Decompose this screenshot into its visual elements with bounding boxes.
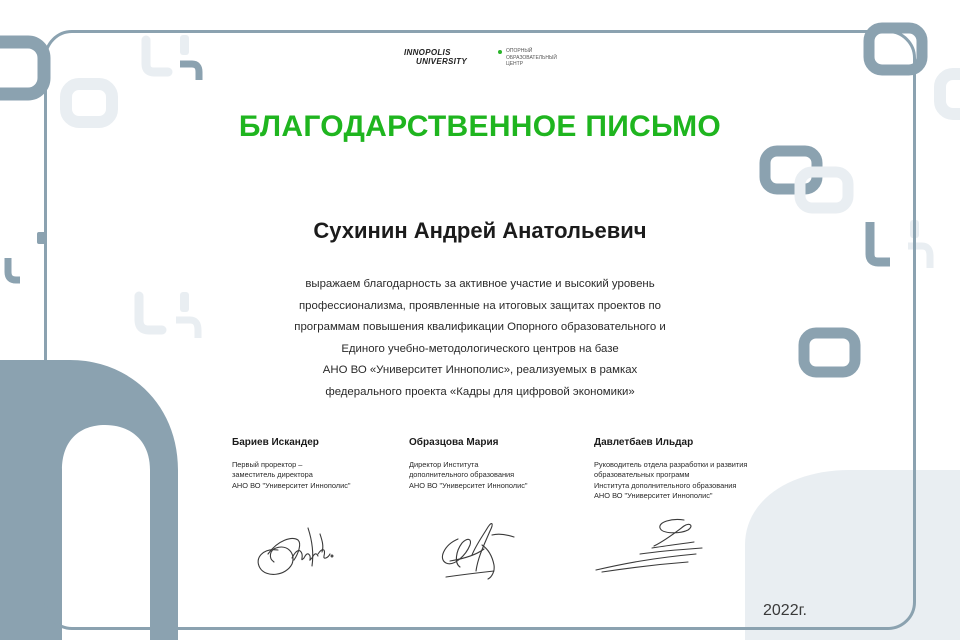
logo-line-2: UNIVERSITY — [416, 57, 468, 66]
signer-position-line: образовательных программ — [594, 470, 690, 480]
signer-position — [232, 460, 351, 491]
certificate-title: БЛАГОДАРСТВЕННОЕ ПИСЬМО — [238, 110, 722, 143]
signer-position-line: АНО ВО "Университет Иннополис" — [594, 491, 713, 501]
logo-line-1: INNOPOLIS — [404, 48, 451, 57]
signer-position-line: АНО ВО "Университет Иннополис" — [232, 480, 351, 490]
signer-block-obraztsova — [409, 437, 528, 491]
logo-subtitle-line: ОБРАЗОВАТЕЛЬНЫЙ — [506, 54, 557, 61]
signer-position-line: Директор Института — [409, 460, 479, 469]
signer-block-bariev — [232, 437, 351, 491]
message-line: выражаем благодарность за активное участие и высокий уровень — [305, 278, 655, 290]
signer-name: Образцова Мария — [409, 437, 499, 448]
gratitude-message — [230, 274, 730, 403]
signer-block-davletbaev — [594, 437, 747, 502]
logo-subtitle — [506, 48, 566, 68]
signer-name: Бариев Искандер — [232, 437, 319, 448]
signer-name: Давлетбаев Ильдар — [594, 437, 694, 448]
signer-position-line: Первый проректор – — [232, 460, 303, 469]
message-line: Единого учебно-методологического центров на базе — [341, 342, 619, 355]
signer-position-line: АНО ВО "Университет Иннополис" — [409, 480, 528, 490]
message-line: АНО ВО «Университет Иннополис», реализуемых в рамках — [322, 364, 638, 376]
logo-subtitle-line: ЦЕНТР — [506, 61, 524, 67]
signature-obraztsova — [432, 515, 522, 583]
signer-position-line: заместитель директора — [232, 470, 313, 480]
certificate-year: 2022г. — [763, 602, 807, 619]
signer-position-line: дополнительного образования — [409, 470, 515, 480]
signer-position-line: Института дополнительного образования — [594, 480, 737, 490]
recipient-name: Сухинин Андрей Анатольевич — [313, 218, 647, 243]
logo-wordmark — [404, 48, 467, 66]
message-line: программам повышения квалификации Опорного образовательного и — [294, 321, 666, 333]
logo-dot-icon — [498, 50, 502, 54]
signer-position — [409, 460, 528, 491]
message-line: федерального проекта «Кадры для цифровой экономики» — [325, 385, 635, 398]
signature-bariev — [248, 510, 338, 582]
logo-subtitle-line: ОПОРНЫЙ — [506, 48, 533, 54]
message-line: профессионализма, проявленные на итоговых защитах проектов по — [299, 299, 661, 312]
signer-position — [594, 460, 747, 502]
signature-davletbaev — [592, 512, 710, 578]
signer-position-line: Руководитель отдела разработки и развития — [594, 460, 748, 469]
